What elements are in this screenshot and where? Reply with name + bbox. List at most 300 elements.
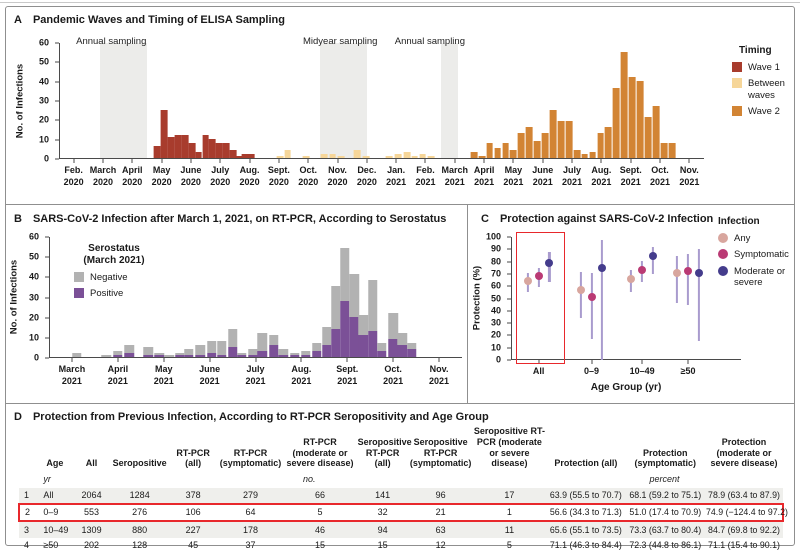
x-tick-label: March 2021 <box>58 364 86 386</box>
serostatus-positive-bar <box>407 349 416 357</box>
legend-item <box>732 62 794 73</box>
legend-item-label: Wave 2 <box>748 106 780 118</box>
table-cell: 2 <box>19 504 37 521</box>
serostatus-positive-bar <box>154 355 163 357</box>
table-cell: 128 <box>132 540 148 551</box>
serostatus-positive-bar <box>340 301 349 357</box>
table-cell: 17 <box>504 490 515 501</box>
panel-c-yaxis <box>480 231 507 365</box>
x-tick-mark <box>161 159 162 163</box>
legend-marker-dot <box>718 266 728 276</box>
legend-item-label: Between waves <box>748 78 785 101</box>
table-header-row <box>19 426 783 473</box>
y-tick-mark <box>45 297 49 298</box>
x-tick-label: Oct. 2021 <box>383 364 404 386</box>
infection-bar <box>478 156 485 158</box>
x-tick-label: All <box>532 366 545 376</box>
x-tick-mark <box>630 159 631 163</box>
table-cell: 68.1 (59.2 to 75.1) <box>629 490 702 501</box>
table-row <box>19 488 783 504</box>
serostatus-negative-bar <box>125 345 134 353</box>
x-tick-mark <box>337 159 338 163</box>
protection-dot <box>588 293 596 301</box>
x-tick-mark <box>73 159 74 163</box>
serostatus-negative-bar <box>113 351 122 355</box>
table-cell: 21 <box>409 504 473 521</box>
panel-d-table-wrap <box>18 426 788 551</box>
panel-a-plot <box>38 36 704 187</box>
table-cell: 71.1 (46.3 to 84.4) <box>549 540 622 551</box>
panel-d-title: Protection from Previous Infection, According to RT-PCR Seropositivity and Age Group <box>32 411 489 423</box>
column-header: Seropositive RT-PCR (moderate or severe disease) <box>473 426 545 469</box>
panel-b-yaxis <box>18 231 45 363</box>
x-tick-label: 10–49 <box>629 366 655 376</box>
infection-bar <box>502 143 509 158</box>
x-tick-label: July 2021 <box>562 165 583 187</box>
serostatus-negative-bar <box>217 341 226 355</box>
x-tick-label: Dec. 2020 <box>356 165 377 187</box>
infection-bar <box>613 88 620 158</box>
serostatus-positive-bar <box>377 351 386 357</box>
x-tick-mark <box>689 159 690 163</box>
column-header: RT-PCR (symptomatic) <box>219 447 282 469</box>
table-cell: 106 <box>169 504 218 521</box>
panel-a-header <box>14 14 285 26</box>
infection-bar <box>558 121 565 158</box>
x-tick-label: Nov. 2021 <box>429 364 450 386</box>
serostatus-negative-bar <box>388 313 397 339</box>
table-cell: 15 <box>314 540 325 551</box>
infection-bar <box>428 156 435 158</box>
serostatus-negative-bar <box>368 280 377 330</box>
infection-bar <box>510 150 517 158</box>
y-tick-label: 40 <box>490 305 501 316</box>
x-tick-label: May 2020 <box>151 165 172 187</box>
table-cell: 10–49 <box>43 524 69 535</box>
table-cell: 4 <box>24 540 30 551</box>
y-tick-label: 20 <box>490 329 501 340</box>
x-tick-mark <box>642 360 643 364</box>
y-tick-mark <box>45 237 49 238</box>
x-axis-line <box>59 158 704 159</box>
x-tick-label: April 2020 <box>122 165 143 187</box>
infection-bar <box>284 150 291 158</box>
y-tick-label: 30 <box>490 317 501 328</box>
serostatus-negative-bar <box>322 327 331 345</box>
x-tick-label: Sept. 2021 <box>336 364 359 386</box>
confidence-interval-bar <box>580 272 582 318</box>
x-tick-label: Nov. 2021 <box>679 165 700 187</box>
x-tick-mark <box>71 358 72 362</box>
x-tick-mark <box>163 358 164 362</box>
serostatus-positive-bar <box>359 335 368 357</box>
x-tick-label: 0–9 <box>583 366 600 376</box>
protection-dot <box>649 252 657 260</box>
serostatus-negative-bar <box>359 315 368 335</box>
serostatus-negative-bar <box>301 351 310 355</box>
infection-bar <box>419 154 426 158</box>
x-tick-mark <box>601 159 602 163</box>
infection-bar <box>653 106 660 158</box>
y-tick-label: 60 <box>28 231 39 242</box>
protection-dot <box>598 264 606 272</box>
serostatus-positive-bar <box>258 351 267 357</box>
y-tick-mark <box>45 317 49 318</box>
x-tick-label: April 2021 <box>473 165 495 187</box>
protection-dot <box>695 269 703 277</box>
confidence-interval-bar <box>687 254 689 305</box>
table-cell: 202 <box>84 540 100 551</box>
table-cell: 12 <box>435 540 446 551</box>
infection-bar <box>188 143 195 158</box>
panel-d-letter: D <box>14 411 22 423</box>
table-cell: 96 <box>435 490 446 501</box>
x-tick-mark <box>393 358 394 362</box>
x-tick-label: Feb. 2021 <box>415 165 436 187</box>
table-cell: 63.9 (55.5 to 70.7) <box>549 490 622 501</box>
table-cell: 78.9 (63.4 to 87.9) <box>708 490 780 501</box>
table-row <box>19 538 783 551</box>
protection-dot <box>577 286 585 294</box>
x-tick-label: March 2020 <box>89 165 117 187</box>
panel-c-plot <box>485 231 741 376</box>
y-tick-label: 50 <box>490 293 501 303</box>
legend-item-label: Any <box>734 233 751 244</box>
legend-item <box>732 106 794 117</box>
table-cell: 276 <box>111 504 169 521</box>
legend-swatch <box>74 272 84 282</box>
y-tick-label: 20 <box>28 312 39 323</box>
y-tick-mark <box>55 81 59 82</box>
table-cell: 178 <box>242 524 258 535</box>
y-tick-label: 10 <box>38 134 49 145</box>
infection-bar <box>550 110 557 158</box>
serostatus-negative-bar <box>72 353 81 357</box>
y-tick-label: 70 <box>490 268 501 279</box>
table-cell: 15 <box>377 540 388 551</box>
y-tick-label: 50 <box>38 56 49 67</box>
infection-bar <box>494 148 501 158</box>
y-tick-label: 50 <box>28 251 39 262</box>
infection-bar <box>565 121 572 158</box>
y-tick-label: 10 <box>490 342 501 353</box>
serostatus-positive-bar <box>143 355 152 357</box>
x-tick-mark <box>278 159 279 163</box>
page-edge-line <box>0 2 800 3</box>
infection-bar <box>154 146 161 158</box>
highlight-box-all-group <box>516 232 565 364</box>
table-cell: 66 <box>314 490 325 501</box>
x-tick-label: Oct. 2020 <box>298 165 319 187</box>
infection-bar <box>395 154 402 158</box>
y-tick-mark <box>55 139 59 140</box>
x-tick-label: May 2021 <box>503 165 524 187</box>
serostatus-negative-bar <box>331 286 340 328</box>
panel-a-ylabel: No. of Infections <box>14 63 26 139</box>
serostatus-positive-bar <box>290 355 299 357</box>
panel-b-ylabel: No. of Infections <box>8 259 20 335</box>
legend-marker-dot <box>718 233 728 243</box>
legend-item <box>718 266 790 289</box>
table-cell: 74.9 (−124.4 to 97.2) <box>705 504 783 521</box>
panel-b-legend-subtitle: (March 2021) <box>83 255 145 266</box>
serostatus-negative-bar <box>278 349 287 355</box>
units-counts: no. <box>303 474 316 485</box>
infection-bar <box>195 152 202 158</box>
serostatus-positive-bar <box>175 355 184 357</box>
confidence-interval-bar <box>590 273 592 339</box>
y-tick-mark <box>507 298 511 299</box>
column-header: Seropositive <box>112 458 167 469</box>
table-cell: 279 <box>242 490 258 501</box>
table-cell: ≥50 <box>43 540 59 551</box>
panel-b-header <box>14 213 446 225</box>
infection-bar <box>329 154 336 158</box>
panel-c-xaxis-label: Age Group (yr) <box>590 382 662 393</box>
panel-a-title: Pandemic Waves and Timing of ELISA Sampling <box>32 14 285 26</box>
serostatus-positive-bar <box>237 355 246 357</box>
x-tick-mark <box>542 159 543 163</box>
x-tick-mark <box>439 358 440 362</box>
column-header: Protection (all) <box>554 458 618 469</box>
infection-bar <box>248 154 255 158</box>
y-tick-label: 10 <box>28 332 39 343</box>
serostatus-negative-bar <box>398 333 407 345</box>
panel-c-letter: C <box>481 213 489 225</box>
serostatus-positive-bar <box>184 355 193 357</box>
infection-bar <box>363 156 370 158</box>
legend-swatch <box>732 106 742 116</box>
serostatus-positive-bar <box>113 355 122 357</box>
y-tick-mark <box>45 337 49 338</box>
units-age: yr <box>43 474 51 485</box>
table-cell: 65.6 (55.1 to 73.5) <box>549 524 622 535</box>
table-cell: 32 <box>357 504 409 521</box>
table-cell: 72.3 (44.8 to 86.1) <box>629 540 702 551</box>
infection-bar <box>526 127 533 158</box>
y-tick-label: 40 <box>28 271 39 282</box>
legend-item-label: Moderate or severe <box>734 265 786 289</box>
column-header: RT-PCR (moderate or severe disease) <box>286 436 354 469</box>
table-cell: 5 <box>506 540 512 551</box>
infection-bar <box>621 52 628 158</box>
serostatus-negative-bar <box>143 347 152 355</box>
table-cell: 56.6 (34.3 to 71.3) <box>546 504 625 521</box>
table-cell: 5 <box>283 504 356 521</box>
infection-bar <box>645 117 652 158</box>
sampling-period-band <box>441 43 458 158</box>
panel-divider-vertical <box>467 204 468 404</box>
infection-bar <box>589 152 596 158</box>
x-tick-mark <box>249 159 250 163</box>
table-cell: 94 <box>377 524 388 535</box>
infection-bar <box>386 156 393 158</box>
infection-bar <box>486 143 493 158</box>
serostatus-positive-bar <box>322 345 331 357</box>
panel-b-legend-title: Serostatus <box>88 243 140 254</box>
y-tick-label: 30 <box>28 292 39 302</box>
column-header: Protection (moderate or severe disease) <box>710 436 778 469</box>
legend-swatch <box>732 62 742 72</box>
infection-bar <box>181 135 188 158</box>
y-tick-mark <box>507 249 511 250</box>
infection-bar <box>597 133 604 158</box>
panel-b-legend-items <box>58 272 170 300</box>
infection-bar <box>573 150 580 158</box>
sampling-band-label: Annual sampling <box>76 36 147 47</box>
legend-item-label: Symptomatic <box>734 249 789 261</box>
serostatus-negative-bar <box>269 335 278 345</box>
table-cell: 141 <box>375 490 391 501</box>
column-header: Seropositive RT-PCR (all) <box>357 436 412 469</box>
y-axis-line <box>49 237 50 358</box>
panel-a-legend-items <box>732 62 794 118</box>
serostatus-positive-bar <box>269 345 278 357</box>
y-tick-label: 0 <box>43 153 49 164</box>
legend-item-label: Positive <box>90 288 124 300</box>
serostatus-negative-bar <box>290 353 299 355</box>
panel-divider-horizontal <box>6 204 794 205</box>
y-tick-mark <box>45 257 49 258</box>
serostatus-positive-bar <box>312 351 321 357</box>
x-tick-label: June 2021 <box>532 165 554 187</box>
figure-panel <box>5 6 795 551</box>
y-tick-label: 0 <box>33 352 39 363</box>
protection-table <box>18 426 788 551</box>
protection-dot <box>673 269 681 277</box>
y-tick-label: 30 <box>38 95 49 106</box>
x-tick-mark <box>513 159 514 163</box>
x-tick-mark <box>102 159 103 163</box>
panel-a-yaxis <box>28 37 55 164</box>
x-tick-mark <box>366 159 367 163</box>
y-tick-mark <box>55 101 59 102</box>
serostatus-negative-bar <box>207 341 216 353</box>
serostatus-negative-bar <box>102 355 111 357</box>
serostatus-negative-bar <box>349 274 358 316</box>
confidence-interval-bar <box>601 240 603 360</box>
x-tick-label: July 2021 <box>245 364 266 386</box>
units-protection: percent <box>649 474 680 485</box>
y-tick-mark <box>507 273 511 274</box>
table-cell: 1 <box>473 504 546 521</box>
x-tick-label: Jan. 2021 <box>386 165 407 187</box>
x-tick-label: Aug. 2020 <box>239 165 260 187</box>
infection-bar <box>668 143 675 158</box>
infection-bar <box>542 133 549 158</box>
serostatus-positive-bar <box>278 355 287 357</box>
x-tick-mark <box>209 358 210 362</box>
y-axis-line <box>511 237 512 360</box>
table-cell: 1309 <box>81 524 102 535</box>
infection-bar <box>338 156 345 158</box>
y-tick-label: 20 <box>38 114 49 125</box>
table-cell: 63 <box>435 524 446 535</box>
infection-bar <box>404 152 411 158</box>
protection-dot <box>627 275 635 283</box>
table-cell: 11 <box>504 524 515 535</box>
infection-bar <box>320 154 327 158</box>
x-tick-mark <box>688 360 689 364</box>
x-tick-mark <box>484 159 485 163</box>
serostatus-negative-bar <box>248 349 257 355</box>
infection-bar <box>354 150 361 158</box>
serostatus-negative-bar <box>340 248 349 300</box>
infection-bar <box>660 143 667 158</box>
table-row <box>19 521 783 537</box>
table-cell: 3 <box>24 524 30 535</box>
x-tick-mark <box>572 159 573 163</box>
x-tick-mark <box>396 159 397 163</box>
y-tick-label: 0 <box>495 354 501 365</box>
infection-bar <box>518 133 525 158</box>
table-cell: 553 <box>72 504 110 521</box>
panel-b-letter: B <box>14 213 22 225</box>
y-axis-line <box>59 43 60 159</box>
x-tick-label: Aug. 2021 <box>591 165 612 187</box>
panel-c-title: Protection against SARS-CoV-2 Infection <box>499 213 714 225</box>
panel-a-letter: A <box>14 14 22 26</box>
y-tick-label: 80 <box>490 256 501 267</box>
infection-bar <box>168 137 175 158</box>
y-tick-label: 60 <box>38 37 49 48</box>
table-cell: 378 <box>185 490 201 501</box>
table-cell: 0–9 <box>37 504 72 521</box>
serostatus-positive-bar <box>301 355 310 357</box>
legend-item <box>74 272 170 283</box>
table-cell: 84.7 (69.8 to 92.2) <box>708 524 780 535</box>
y-tick-mark <box>55 120 59 121</box>
x-tick-mark <box>591 360 592 364</box>
serostatus-positive-bar <box>248 355 257 357</box>
table-cell: 2064 <box>81 490 102 501</box>
x-tick-mark <box>190 159 191 163</box>
confidence-interval-bar <box>676 256 678 303</box>
serostatus-positive-bar <box>125 353 134 357</box>
serostatus-positive-bar <box>368 331 377 357</box>
table-cell: 227 <box>185 524 201 535</box>
y-tick-label: 90 <box>490 243 501 254</box>
panel-c-ylabel: Protection (%) <box>471 265 483 331</box>
serostatus-negative-bar <box>312 343 321 351</box>
y-tick-mark <box>55 43 59 44</box>
confidence-interval-bar <box>698 249 700 341</box>
x-tick-label: Oct. 2021 <box>650 165 671 187</box>
x-tick-mark <box>117 358 118 362</box>
table-cell: 51.0 (17.4 to 70.9) <box>626 504 705 521</box>
serostatus-positive-bar <box>217 355 226 357</box>
serostatus-positive-bar <box>228 347 237 357</box>
x-tick-label: Sept. 2021 <box>619 165 642 187</box>
y-tick-label: 60 <box>490 280 501 291</box>
x-tick-mark <box>132 159 133 163</box>
y-tick-mark <box>45 277 49 278</box>
panel-b-legend <box>58 243 170 300</box>
column-header <box>19 426 37 473</box>
x-tick-mark <box>454 159 455 163</box>
legend-item <box>718 249 790 260</box>
protection-dot <box>684 267 692 275</box>
legend-item-label: Wave 1 <box>748 62 780 73</box>
y-tick-mark <box>507 335 511 336</box>
panel-d-header <box>14 411 489 423</box>
x-tick-label: ≥50 <box>680 366 696 376</box>
column-header: Age <box>46 458 64 469</box>
x-tick-mark <box>660 159 661 163</box>
y-tick-mark <box>507 360 511 361</box>
table-cell: 45 <box>188 540 199 551</box>
panel-c-legend-title: Infection <box>718 216 760 227</box>
